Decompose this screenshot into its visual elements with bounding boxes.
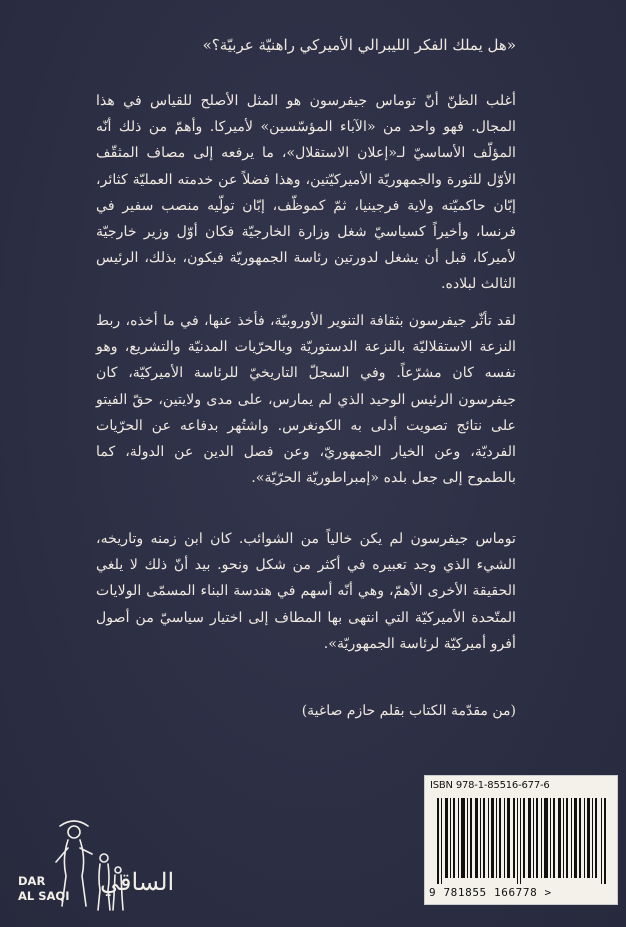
isbn-label: ISBN 978-1-85516-677-6 bbox=[430, 780, 550, 791]
blurb-paragraph-3: توماس جيفرسون لم يكن خالياً من الشوائب. كان ابن زمنه وتاريخه، الشيء الذي وجد تعبيره في أكثر من شكل ونحو. بيد أنّ ذلك لا يلغي الحقيقة الأخرى الأهمّ، وهي أنّه أسهم في هندسة البناء المسمّى الولايات المتّحدة الأميركيّة التي انتهى بها المطاف إلى اختيار سياسيّ من أصول أفرو أميركيّة لرئاسة الجمهوريّة». bbox=[96, 531, 516, 652]
barcode-bars bbox=[437, 798, 607, 884]
publisher-name-en: DAR AL SAQI bbox=[18, 874, 70, 903]
blurb-paragraph-1: أغلب الظنّ أنّ توماس جيفرسون هو المثل الأصلح للقياس في هذا المجال. فهو واحد من «الآباء المؤسّسين» لأميركا. وأهمّ من ذلك أنّه المؤلّف الأساسيّ لـ«إعلان الاستقلال»، ما يرفعه إلى مصاف المثقّف الأوّل للثورة والجمهوريّة الأميركيّتين، وهذا فضلاً عن خدمته العمليّة كثائر، إبّان حاكميّته ولاية فرجينيا، ثمّ كموظّف، إبّان تولّيه منصب سفير في فرنسا، وأخيراً كسياسيّ شغل وزارة الخارجيّة فكان أوّل وزير خارجيّة لأميركا، قبل أن يشغل لدورتين رئاسة الجمهوريّة فيكون، بذلك، الرئيس الثالث لبلاده. bbox=[96, 93, 516, 293]
blurb-paragraph-2: لقد تأثّر جيفرسون بثقافة التنوير الأوروبيّة، فأخذ عنها، في ما أخذه، ربط النزعة الاستقلاليّة بالنزعة الدستوريّة وبالحرّيات المدنيّة والتشريع، وهو نفسه كان مشرّعاً. وفي السجلّ التاريخيّ للرئاسة الأميركيّة، كان جيفرسون الرئيس الوحيد الذي لم يمارس، على مدى ولايتين، حقّ الفيتو على نتائج تصويت أدلى به الكونغرس. واشتُهر بدفاعه عن الحرّيات الفرديّة، وعن الخيار الجمهوريّ، وعن فصل الدين عن الدولة، كما بالطموح إلى جعل بلده «إمبراطوريّة الحرّيّة». bbox=[96, 313, 516, 487]
publisher-name-ar: الساقي bbox=[100, 868, 175, 896]
source-attribution: (من مقدّمة الكتاب بقلم حازم صاغية) bbox=[301, 703, 516, 719]
barcode bbox=[424, 775, 618, 905]
barcode-digits: 9 781855 166778 > bbox=[429, 886, 552, 899]
blurb-quote: «هل يملك الفكر الليبرالي الأميركي راهنيّة عربيّة؟» bbox=[202, 36, 516, 54]
